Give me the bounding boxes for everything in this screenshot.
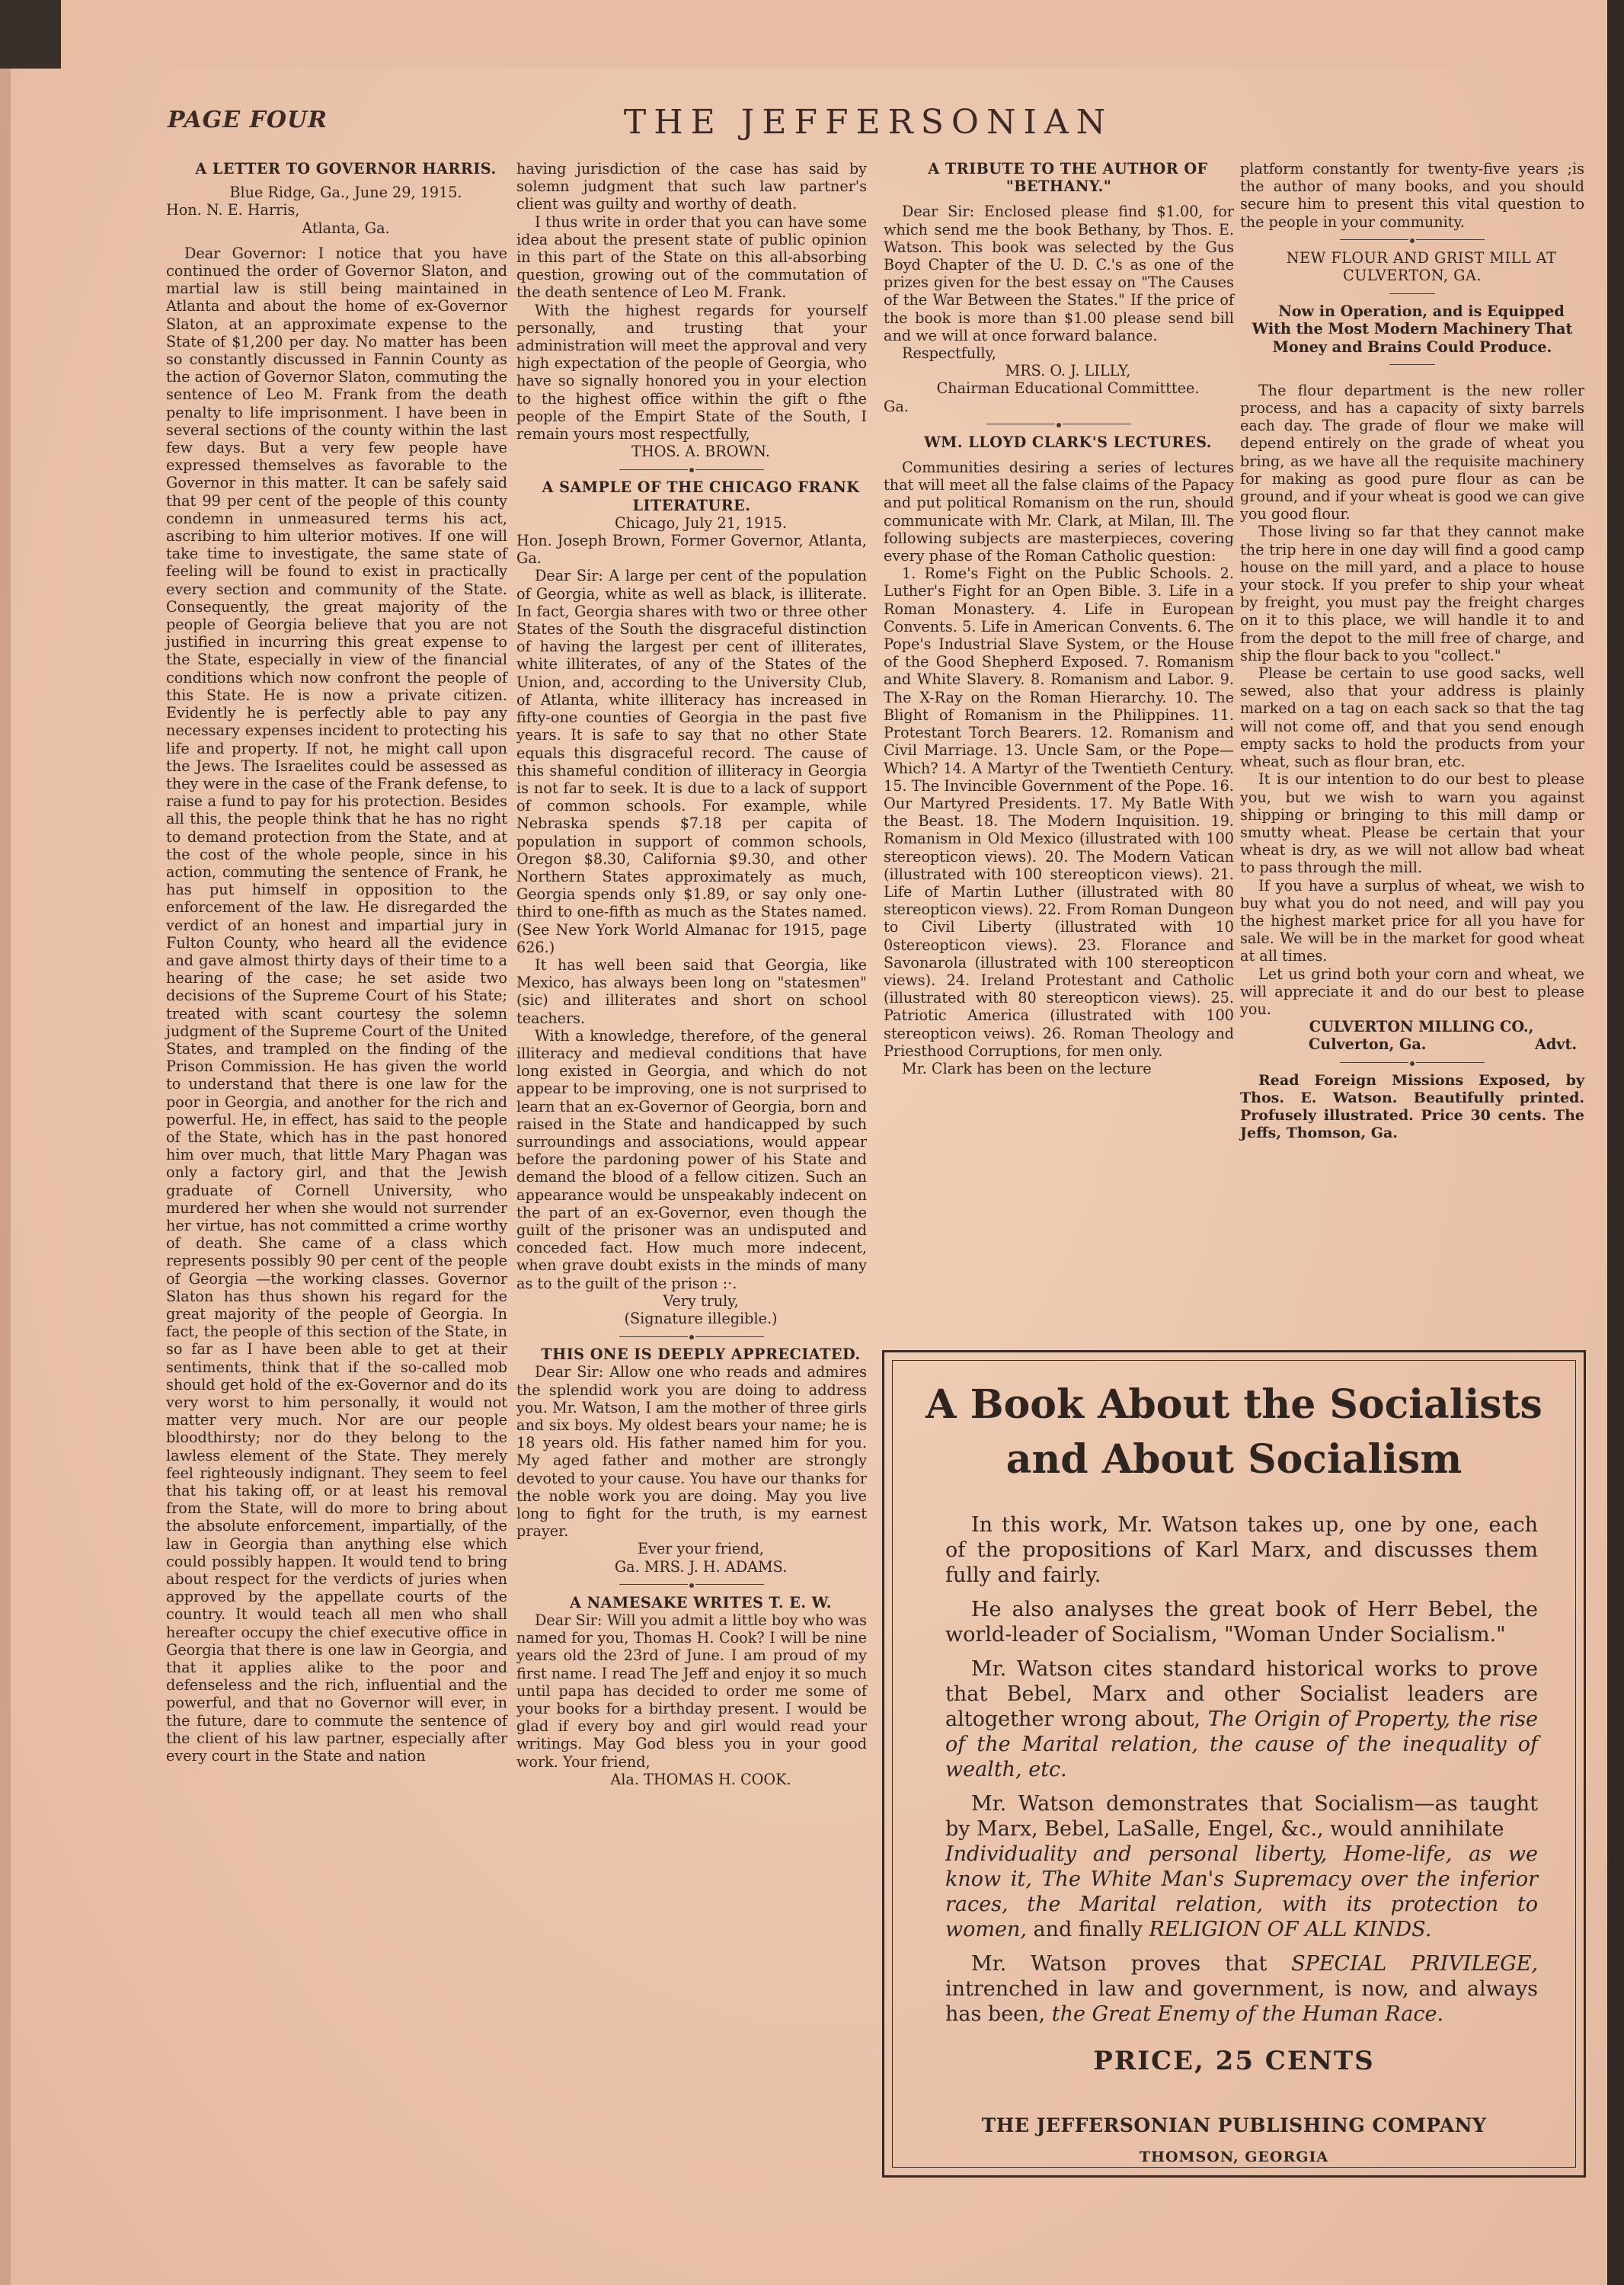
signature: MRS. O. J. LILLY, bbox=[1005, 362, 1131, 380]
separator bbox=[516, 1579, 867, 1591]
advertiser-city: Culverton, Ga. bbox=[1309, 1035, 1427, 1054]
socialism-book-advertisement bbox=[882, 1350, 1586, 2178]
advert-paragraph bbox=[945, 1656, 1538, 1782]
paragraph: Let us grind both your corn and wheat, we will appreciate it and do our best to please you. bbox=[1240, 965, 1584, 1018]
article-title: A SAMPLE OF THE CHICAGO FRANK LITERATURE. bbox=[542, 478, 860, 514]
paragraph: Dear Sir: Allow one who reads and admires the splendid work you are doing to address you. Mr. Watson, I am the mother of three girls and six boys. My oldest bears your name; he is 18 years old. His father named him for you. My aged father and mother are strongly devoted to your cause. You have our thanks for the noble work you are doing. May you live long to fight for the truth, is my earnest prayer. bbox=[516, 1363, 867, 1541]
advertiser-name: CULVERTON MILLING CO., bbox=[1309, 1018, 1534, 1036]
advert-text: Mr. Watson proves that bbox=[971, 1952, 1292, 1976]
addressee: Hon. Joseph Brown, Former Governor, Atlanta, Ga. bbox=[516, 532, 867, 568]
advert-italic-caps: RELIGION OF ALL KINDS. bbox=[1149, 1918, 1432, 1941]
separator bbox=[1240, 1057, 1584, 1069]
advert-text: Mr. Watson cites standard historical works to prove that Bebel, Marx and other Socialist leaders are altogether wrong about, bbox=[945, 1657, 1538, 1731]
page-top-margin bbox=[0, 0, 1624, 69]
page-right-edge bbox=[1607, 0, 1624, 2285]
advertiser-location bbox=[1240, 1035, 1584, 1053]
paragraph: Communities desiring a series of lectures that will meet all the false claims of the Papacy and put political Romanism on the run, should communicate with Mr. Clark, at Milan, Ill. The following subjects are masterpieces, covering every phase of the Roman Catholic question: bbox=[884, 459, 1234, 565]
advert-body bbox=[945, 1512, 1538, 2036]
paragraph: With a knowledge, therefore, of the general illiteracy and medieval conditions that have long existed in Georgia, and which do not appear to be improving, one is not surprised to learn that an ex-Governor of Georgia, born and raised in the State and handicapped by such surroundings and associations, would appear before the pardoning power of his State and demand the blood of a fellow citizen. Such an appearance would be unspeakably indecent on the part of an ex-Governor, even though the guilt of the prisoner was an undisputed and conceded fact. How much more indecent, when grave doubt exists in the minds of many as to the guilt of the prison :·. bbox=[516, 1026, 867, 1292]
advert-publisher: THE JEFFERSONIAN PUBLISHING COMPANY bbox=[981, 2114, 1487, 2136]
paragraph: Please be certain to use good sacks, well sewed, also that your address is plainly marked on a tag on each sack so that the tag will not come off, and that you send enough empty sacks to hold the products from your wheat, such as flour bran, etc. bbox=[1240, 664, 1584, 771]
column-4 bbox=[1240, 160, 1584, 1142]
page-corner-shadow bbox=[0, 0, 61, 69]
signature: Ga. MRS. J. H. ADAMS. bbox=[614, 1557, 788, 1576]
advert-paragraph: He also analyses the great book of Herr Bebel, the world-leader of Socialism, "Woman Under Socialism." bbox=[945, 1598, 1538, 1647]
advert-text: intrenched in law and government, is now, and always has been, bbox=[945, 1977, 1538, 2026]
advert-headline-1: A Book About the Socialists bbox=[925, 1381, 1542, 1428]
signature-state: Ga. bbox=[884, 397, 909, 415]
advert-paragraph bbox=[945, 1791, 1538, 1942]
dateline: Chicago, July 21, 1915. bbox=[614, 514, 788, 532]
page-left-edge bbox=[0, 69, 11, 2285]
paragraph: Those living so far that they cannot make the trip here in one day will find a good camp house on the mill yard, and a place to house your stock. If you prefer to ship your wheat by freight, you must pay the freight charges on it to this place, we will handle it to and from the depot to the mill free of charge, and ship the flour back to you "collect." bbox=[1240, 523, 1584, 664]
article-title: A TRIBUTE TO THE AUTHOR OF "BETHANY." bbox=[928, 160, 1208, 196]
closing: Respectfully, bbox=[902, 344, 996, 363]
paragraph: Dear Sir: Enclosed please find $1.00, for which send me the book Bethany, by Thos. E. Watson. This book was selected by the Gus Boyd Chapter of the U. D. C.'s as one of the prizes given for the best essay on "The Causes of the War Between the States." If the price of the book is more than $1.00 please send bill and we will at once forward balance. bbox=[884, 203, 1234, 344]
article-title: THIS ONE IS DEEPLY APPRECIATED. bbox=[541, 1346, 861, 1364]
advert-paragraph: In this work, Mr. Watson takes up, one by one, each of the propositions of Karl Marx, and discusses them fully and fairly. bbox=[945, 1513, 1538, 1587]
letter-body: Dear Governor: I notice that you have continued the order of Governor Slaton, and martial law is still being maintained in Atlanta and about the home of ex-Governor Slaton, at an approximate expense to the State of $1,200 per day. No matter has been so constantly discussed in Fannin County as the action of Governor Slaton, commuting the sentence of Leo M. Frank from the death penalty to life imprisonment. I have been in several sections of the county within the last few days. But a very few people have expressed themselves as favorable to the Governor in this matter. It can be safely said that 99 per cent of the people of this county condemn in unmeasured terms his act, ascribing to him ulterior motives. If one will take time to investigate, the same state of feeling will be found to exist in practically every section and community of the State. Consequently, the great majority of the people of Georgia believe that you are not justified in incurring this great expense to the State, especially in view of the financial conditions which now confront the people of this State. He is now a private citizen. Evidently he is perfectly able to pay any necessary expenses incident to protecting his life and property. If not, he might call upon the Jews. The Israelites could be assessed as they were in the case of the Frank defense, to raise a fund to pay for his protection. Besides all this, the people think that he has no right to demand protection from the State, and at the cost of the whole people, since in his action, commuting the sentence of Frank, he has put himself in opposition to the enforcement of the law. He disregarded the verdict of an honest and impartial jury in Fulton County, who heard all the evidence and gave almost thirty days of their time to a hearing of the case; he set aside two decisions of the Supreme Court of his State; treated with scant courtesy the solemn judgment of the Supreme Court of the United States, and trampled on the finding of the Prison Commission. He has given the world to understand that there is one law for the poor in Georgia, and another for the rich and powerful. He, in effect, has said to the people of the State, which has in the past honored him over much, that little Mary Phagan was only a factory girl, and that the Jewish graduate of Cornell University, who murdered her when she would not surrender her virtue, has not committed a crime worthy of death. She came of a class which represents possibly 90 per cent of the people of Georgia —the working classes. Governor Slaton has thus shown his regard for the great majority of the people of Georgia. In fact, the people of this section of the State, in so far as I have been able to get at their sentiments, think that if the so-called mob should get hold of the ex-Governor and do its very worst to him personally, it would not matter very much. Nor are our people bloodthirsty; nor do they belong to the lawless element of the State. They merely feel righteously indignant. They seem to feel that his taking off, or at least his removal from the State, will do more to bring about the absolute enforcement, impartially, of the law in Georgia than anything else which could possibly happen. It would tend to bring about respect for the verdicts of juries when approved by the appellate courts of the country. It would teach all men who shall hereafter occupy the chief executive office in Georgia that there is one law in Georgia, and that it applies alike to the poor and defenseless and the rich, influential and the powerful, and that no Governor will ever, in the future, dare to commute the sentence of the client of his law partner, especially after every court in the State and nation bbox=[166, 244, 507, 1765]
paragraph: Dear Sir: Will you admit a little boy who was named for you, Thomas H. Cook? I will be nine years old the 23rd of June. I am proud of my first name. I read The Jeff and enjoy it so much until papa has decided to order me some of your books for a birthday present. I would be glad if every boy and girl would read your writings. May God bless you in your good work. Your friend, bbox=[516, 1611, 867, 1771]
advert-subtitle: Now in Operation, and is Equipped With the Most Modern Machinery That Money and Brains Could Produce. bbox=[1252, 302, 1573, 356]
paragraph: Dear Sir: A large per cent of the population of Georgia, white as well as black, is illiterate. In fact, Georgia shares with two or three other States of the South the disgraceful distinction of having the largest per cent of illiterates, white illiterates, of any of the States of the Union, and, according to the University Club, of Atlanta, white illiteracy has increased in fifty-one counties of Georgia in the past five years. It is safe to say that no other State equals this disgraceful record. The cause of this shameful condition of illiteracy in Georgia is not far to seek. It is due to a lack of support of common schools. For example, while Nebraska spends $7.18 per capita of population in support of common schools, Oregon $8.30, California $9.30, and other Northern States approximately as much, Georgia spends only $1.89, or say only one-third to one-fifth as much as the States named. (See New York World Almanac for 1915, page 626.) bbox=[516, 567, 867, 956]
advert-price: PRICE, 25 CENTS bbox=[1093, 2046, 1375, 2076]
closing: Ever your friend, bbox=[638, 1540, 764, 1558]
signature: (Signature illegible.) bbox=[624, 1310, 778, 1327]
paragraph: With the highest regards for yourself personally, and trusting that your administration will meet the approval and very high expectation of the people of Georgia, who have so signally honored you in your election to the highest office within the gift o fthe people of the Empirt State of the South, I remain yours most respectfully, bbox=[516, 301, 867, 443]
advert-italic-caps: SPECIAL PRIVILEGE, bbox=[1291, 1952, 1538, 1976]
advert-text: Mr. Watson demonstrates that Socialism—as taught by Marx, Bebel, LaSalle, Engel, &c., would annihilate bbox=[945, 1792, 1538, 1841]
addressee: Hon. N. E. Harris, bbox=[166, 201, 300, 219]
page-number-label: PAGE FOUR bbox=[168, 107, 328, 133]
advert-italic-text: the Great Enemy of the Human Race. bbox=[1051, 2002, 1443, 2026]
dateline: Blue Ridge, Ga., June 29, 1915. bbox=[229, 184, 462, 202]
separator bbox=[1240, 287, 1584, 299]
separator bbox=[516, 463, 867, 475]
article-title: WM. LLOYD CLARK'S LECTURES. bbox=[924, 433, 1212, 451]
advert-headline-2: and About Socialism bbox=[1005, 1436, 1463, 1483]
column-1 bbox=[166, 160, 507, 1765]
column-3 bbox=[884, 160, 1234, 1077]
advert-mark: Advt. bbox=[1535, 1035, 1577, 1054]
advert-italic-text: Individuality and personal liberty, Home-life, as we know it, The White Man's Supremacy over the inferior races, the Marital relation, with its protection to women, bbox=[945, 1842, 1538, 1941]
advert-text: and finally bbox=[1026, 1918, 1149, 1941]
paragraph: Mr. Clark has been on the lecture bbox=[902, 1059, 1152, 1077]
letter-body-continued: having jurisdiction of the case has said by solemn judgment that such law partner's client was guilty and worthy of death. bbox=[516, 160, 867, 213]
advert-publisher-city: THOMSON, GEORGIA bbox=[1139, 2149, 1329, 2165]
book-notice: Read Foreign Missions Exposed, by Thos. E. Watson. Beautifully printed. Profusely illustrated. Price 30 cents. The Jeffs, Thomson, Ga. bbox=[1240, 1071, 1584, 1141]
advert-title: NEW FLOUR AND GRIST MILL AT CULVERTON, GA. bbox=[1286, 248, 1557, 285]
paragraph: It has well been said that Georgia, like Mexico, has always been long on "statesmen" (sic) and illiterates and short on school teachers. bbox=[516, 955, 867, 1027]
paragraph: The flour department is the new roller process, and has a capacity of sixty barrels each day. The grade of flour we make will depend entirely on the grade of wheat you bring, as we have all the requisite machinery for making as good pure flour as can be ground, and if your wheat is good we can give you good flour. bbox=[1240, 381, 1584, 523]
article-title: A NAMESAKE WRITES T. E. W. bbox=[570, 1593, 832, 1611]
advert-italic-text: The Origin of Property, the rise of the Marital relation, the cause of the inequality of wealth, etc. bbox=[945, 1707, 1538, 1781]
advert-paragraph bbox=[945, 1951, 1538, 2027]
masthead-title: THE JEFFERSONIAN bbox=[623, 103, 1114, 142]
column-2 bbox=[516, 160, 867, 1788]
signature-title: Chairman Educational Committtee. bbox=[936, 379, 1200, 398]
lecture-list: 1. Rome's Fight on the Public Schools. 2. Luther's Fight for an Open Bible. 3. Life in a Roman Monastery. 4. Life in European Convents. 5. Life in American Convents. 6. The Pope's Industrial Slave System, or the House of the Good Shepherd Exposed. 7. Romanism and White Slavery. 8. Romanism and Labor. 9. The X-Ray on the Roman Hierarchy. 10. The Blight of Romanism in the Philippines. 11. Protestant Torch Bearers. 12. Romanism and Civil Marriage. 13. Uncle Sam, or the Pope—Which? 14. A Martyr of the Twentieth Century. 15. The Invincible Government of the Pope. 16. Our Martyred Presidents. 17. My Batle With the Beast. 18. The Modern Inquisition. 19. Romanism in Old Mexico (illustrated with 100 stereopticon views). 20. The Modern Vatican (illustrated with 100 stereopticon views). 21. Life of Martin Luther (illustrated with 80 stereopticon views). 22. From Roman Dungeon to Civil Liberty (illustrated with 10 0stereopticon views). 23. Florance and Savonarola (illustrated with 100 stereopticon views). 24. Ireland Protestant and Catholic (illustrated with 80 stereopticon views). 25. Patriotic America (illustrated with 100 stereopticon veiws). 26. Roman Theology and Priesthood Corruptions, for men only. bbox=[884, 565, 1234, 1060]
paragraph: I thus write in order that you can have some idea about the present state of public opinion in this part of the State on this all-absorbing question, growing out of the commutation of the death sentence of Leo M. Frank. bbox=[516, 213, 867, 302]
paragraph: It is our intention to do our best to please you, but we wish to warn you against shipping or bringing to this mill damp or smutty wheat. Please be certain that your wheat is dry, as we will not allow bad wheat to pass through the mill. bbox=[1240, 770, 1584, 877]
separator bbox=[1240, 234, 1584, 246]
addressee-city: Atlanta, Ga. bbox=[302, 219, 390, 237]
separator bbox=[1240, 359, 1584, 371]
separator bbox=[884, 418, 1234, 430]
paragraph: If you have a surplus of wheat, we wish to buy what you do not need, and will pay you the highest market price for all you have for sale. We will be in the market for good wheat at all times. bbox=[1240, 876, 1584, 965]
article-title: A LETTER TO GOVERNOR HARRIS. bbox=[195, 160, 497, 178]
signature: Ala. THOMAS H. COOK. bbox=[610, 1770, 791, 1788]
paragraph: platform constantly for twenty-five years ;is the author of many books, and you should secure him to present this vital question to the people in your community. bbox=[1240, 160, 1584, 231]
closing: Very truly, bbox=[663, 1291, 739, 1310]
signature: THOS. A. BROWN. bbox=[631, 443, 770, 461]
separator bbox=[516, 1330, 867, 1343]
